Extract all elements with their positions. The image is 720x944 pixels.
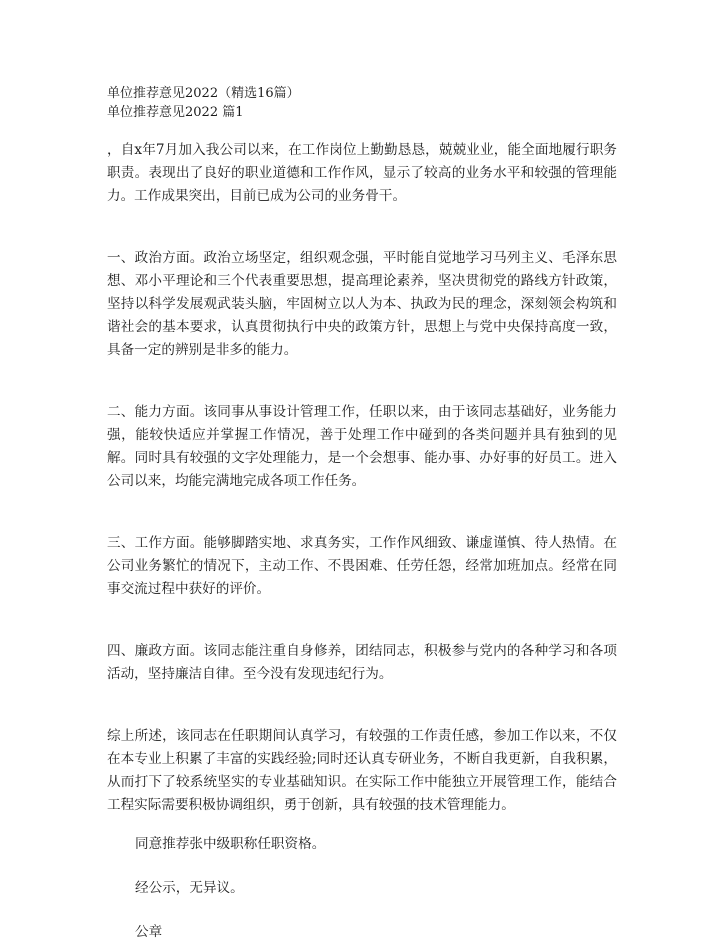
politics-paragraph: 一、政治方面。政治立场坚定，组织观念强，平时能自觉地学习马列主义、毛泽东思想、邓小平理论和三个代表重要思想，提高理论素养，坚决贯彻党的路线方针政策，坚持以科学发展观武装头脑，牢固树立以人为本、执政为民的理念，深刻领会构筑和谐社会的基本要求，认真贯彻执行中央的政策方针，思想上与党中央保持高度一致，具备一定的辨别是非多的能力。	[107, 250, 617, 358]
summary-paragraph: 综上所述，该同志在任职期间认真学习，有较强的工作责任感，参加工作以来，不仅在本专业上积累了丰富的实践经验;同时还认真专研业务，不断自我更新，自我积累，从而打下了较系统坚实的专业基础知识。在实际工作中能独立开展管理工作，能结合工程实际需要积极协调组织，勇于创新，具有较强的技术管理能力。	[107, 728, 617, 813]
document-title: 单位推荐意见2022（精选16篇）	[107, 86, 300, 101]
ability-paragraph: 二、能力方面。该同事从事设计管理工作，任职以来，由于该同志基础好，业务能力强，能较快适应并掌握工作情况，善于处理工作中碰到的各类问题并具有独到的见解。同时具有较强的文字处理能力，是一个会想事、能办事、办好事的好员工。进入公司以来，均能完满地完成各项工作任务。	[107, 404, 617, 489]
document-subtitle: 单位推荐意见2022 篇1	[107, 105, 244, 120]
intro-paragraph: ，自x年7月加入我公司以来，在工作岗位上勤勤恳恳，兢兢业业，能全面地履行职务职责。表现出了良好的职业道德和工作作风，显示了较高的业务水平和较强的管理能力。工作成果突出，目前已成为公司的业务骨干。	[107, 142, 617, 204]
publicity-line: 经公示，无异议。	[135, 880, 244, 896]
document-page	[107, 84, 617, 944]
integrity-paragraph: 四、廉政方面。该同志能注重自身修养，团结同志，积极参与党内的各种学习和各项活动，坚持廉洁自律。至今没有发现违纪行为。	[107, 643, 617, 682]
work-paragraph: 三、工作方面。能够脚踏实地、求真务实，工作作风细致、谦虚谨慎、待人热情。在公司业务繁忙的情况下，主动工作、不畏困难、任劳任怨，经常加班加点。经常在同事交流过程中获好的评价。	[107, 535, 617, 597]
recommend-line: 同意推荐张中级职称任职资格。	[135, 836, 326, 852]
seal-line: 公章	[135, 924, 163, 940]
